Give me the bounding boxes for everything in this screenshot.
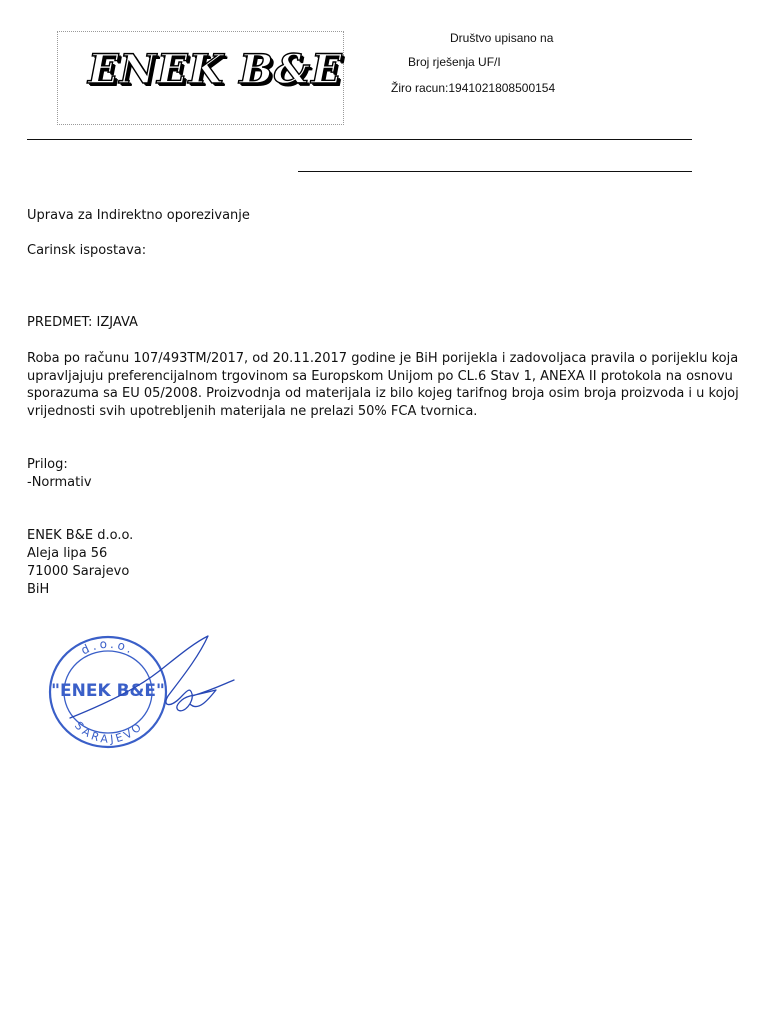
recipient-authority: Uprava za Indirektno oporezivanje [27, 208, 250, 223]
stamp-bottom-text: SARAJEVO [72, 718, 147, 746]
statement-line: vrijednosti svih upotrebljenih materijala ne prelazi 50% FCA tvornica. [27, 403, 478, 419]
header-divider [27, 139, 692, 140]
address-line [298, 171, 692, 172]
company-city: 71000 Sarajevo [27, 564, 130, 579]
attachment-label: Prilog: [27, 457, 68, 472]
registration-decision: Broj rješenja UF/I [408, 55, 501, 69]
statement-line: Roba po računu 107/493TM/2017, od 20.11.2017 godine je BiH porijekla i zadovoljaca pravila o porijeklu koja [27, 351, 739, 366]
company-name: ENEK B&E d.o.o. [27, 528, 134, 543]
bank-account: Žiro racun:1941021808500154 [391, 81, 556, 95]
statement-line: upravljajuju preferencijalnom trgovinom sa Europskom Unijom po CL.6 Stav 1, ANEXA II protokola na osnovu [27, 368, 733, 384]
registration-court: Društvo upisano na [450, 31, 554, 45]
attachment-item: -Normativ [27, 475, 92, 490]
logo-text: ENEK B&E [88, 46, 343, 93]
stamp-top-text: d.o.o. [78, 636, 138, 658]
statement-line: sporazuma sa EU 05/2008. Proizvodnja od materijala iz bilo kojeg tarifnog broja osim broja proizvoda i u kojoj [27, 386, 739, 401]
company-country: BiH [27, 582, 50, 597]
company-stamp [40, 628, 240, 758]
recipient-office: Carinsk ispostava: [27, 243, 147, 258]
subject-line: PREDMET: IZJAVA [27, 315, 138, 330]
statement-paragraph [27, 350, 739, 420]
company-logo [57, 31, 344, 125]
stamp-center-text: "ENEK B&E" [51, 681, 165, 701]
company-street: Aleja lipa 56 [27, 546, 108, 561]
